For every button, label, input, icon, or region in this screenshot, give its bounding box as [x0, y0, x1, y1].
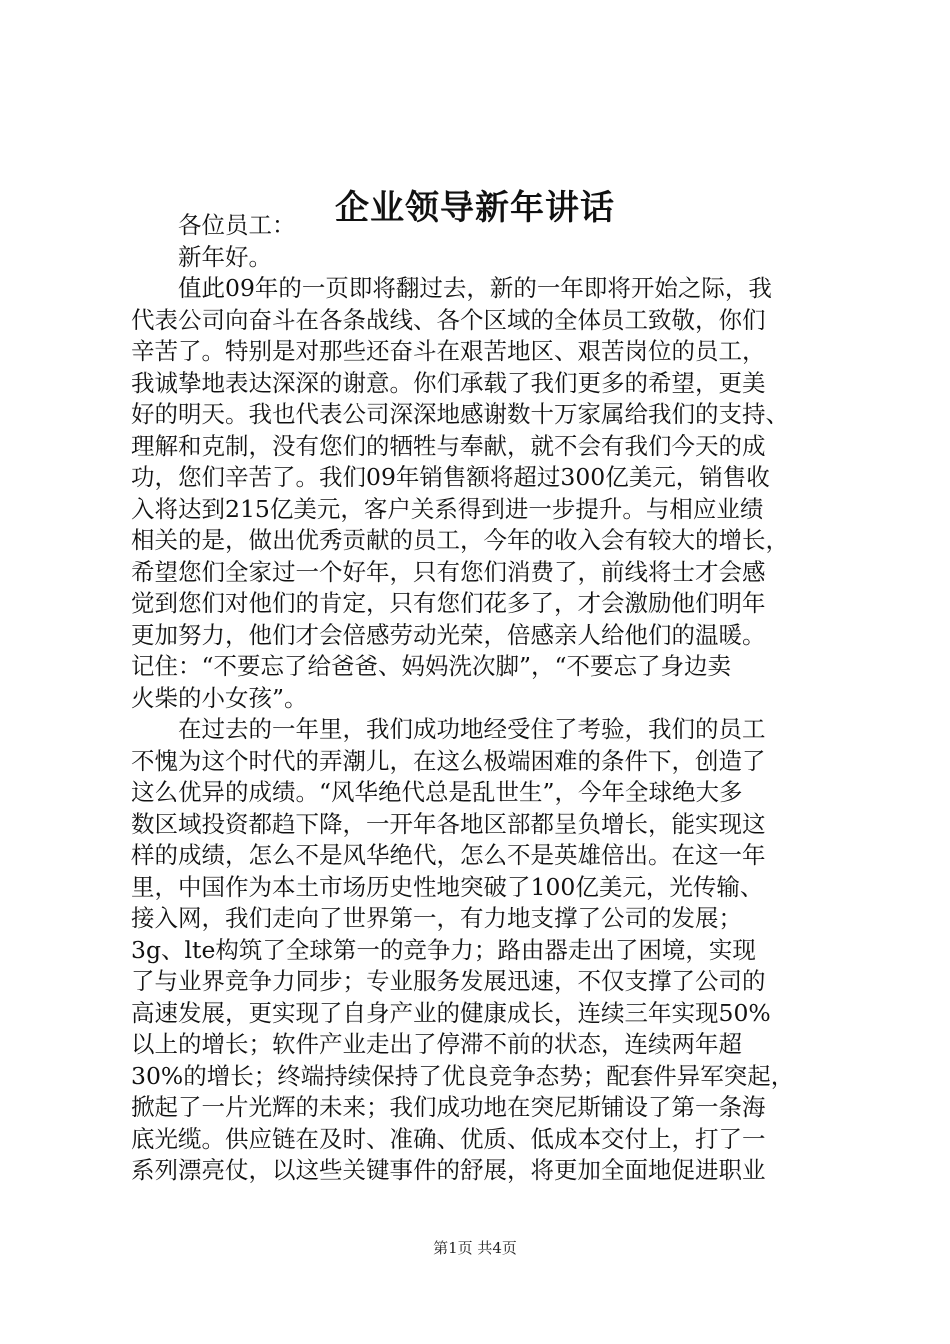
text-line: 理解和克制，没有您们的牺牲与奉献，就不会有我们今天的成: [131, 431, 766, 460]
text-line: 我诚挚地表达深深的谢意。你们承载了我们更多的希望，更美: [131, 368, 766, 397]
text-line: 记住：“不要忘了给爸爸、妈妈洗次脚”，“不要忘了身边卖: [131, 652, 732, 680]
text-line: 相关的是，做出优秀贡献的员工，今年的收入会有较大的增长，: [131, 526, 789, 554]
page-title: 企业领导新年讲话: [335, 188, 615, 228]
text-line: 系列漂亮仗，以这些关键事件的舒展，将更加全面地促进职业: [131, 1156, 766, 1184]
text-line: 入将达到215亿美元，客户关系得到进一步提升。与相应业绩: [131, 494, 764, 523]
text-line: 以上的增长；软件产业走出了停滞不前的状态，连续两年超: [131, 1030, 742, 1058]
text-line: 这么优异的成绩。“风华绝代总是乱世生”，今年全球绝大多: [131, 778, 743, 806]
text-line: 不愧为这个时代的弄潮儿，在这么极端困难的条件下，创造了: [131, 746, 766, 775]
text-line: 在过去的一年里，我们成功地经受住了考验，我们的员工: [178, 715, 766, 743]
text-line: 更加努力，他们才会倍感劳动光荣，倍感亲人给他们的温暖。: [131, 620, 766, 649]
text-line: 新年好。: [178, 242, 272, 271]
text-line: 代表公司向奋斗在各条战线、各个区域的全体员工致敬，你们: [131, 305, 766, 334]
text-line: 火柴的小女孩”。: [131, 683, 308, 712]
text-line: 觉到您们对他们的肯定，只有您们花多了，才会激励他们明年: [131, 589, 766, 617]
text-line: 底光缆。供应链在及时、准确、优质、低成本交付上，打了一: [131, 1124, 766, 1153]
document-body: [131, 210, 831, 1187]
text-line: 好的明天。我也代表公司深深地感谢数十万家属给我们的支持、: [131, 400, 789, 428]
page-footer: 第1页 共4页: [433, 1239, 517, 1257]
text-line: 辛苦了。特别是对那些还奋斗在艰苦地区、艰苦岗位的员工，: [131, 337, 766, 365]
text-line: 值此09年的一页即将翻过去，新的一年即将开始之际，我: [178, 274, 772, 302]
text-line: 里，中国作为本土市场历史性地突破了100亿美元，光传输、: [131, 872, 764, 901]
text-line: 了与业界竞争力同步；专业服务发展迅速，不仅支撑了公司的: [131, 967, 766, 995]
text-line: 高速发展，更实现了自身产业的健康成长，连续三年实现50%: [131, 998, 771, 1027]
text-line: 功，您们辛苦了。我们09年销售额将超过300亿美元，销售收: [131, 463, 770, 491]
text-line: 数区域投资都趋下降，一开年各地区部都呈负增长，能实现这: [131, 809, 766, 838]
text-line: 30%的增长；终端持续保持了优良竞争态势；配套件异军突起，: [131, 1061, 795, 1090]
text-line: 样的成绩，怎么不是风华绝代，怎么不是英雄倍出。在这一年: [131, 841, 766, 869]
text-line: 希望您们全家过一个好年，只有您们消费了，前线将士才会感: [131, 557, 766, 586]
text-line: 掀起了一片光辉的未来；我们成功地在突尼斯铺设了第一条海: [131, 1093, 766, 1121]
text-line: 接入网，我们走向了世界第一，有力地支撑了公司的发展；: [131, 904, 742, 932]
text-line: 各位员工：: [178, 211, 296, 239]
text-line: 3g、lte构筑了全球第一的竞争力；路由器走出了困境，实现: [131, 935, 756, 964]
